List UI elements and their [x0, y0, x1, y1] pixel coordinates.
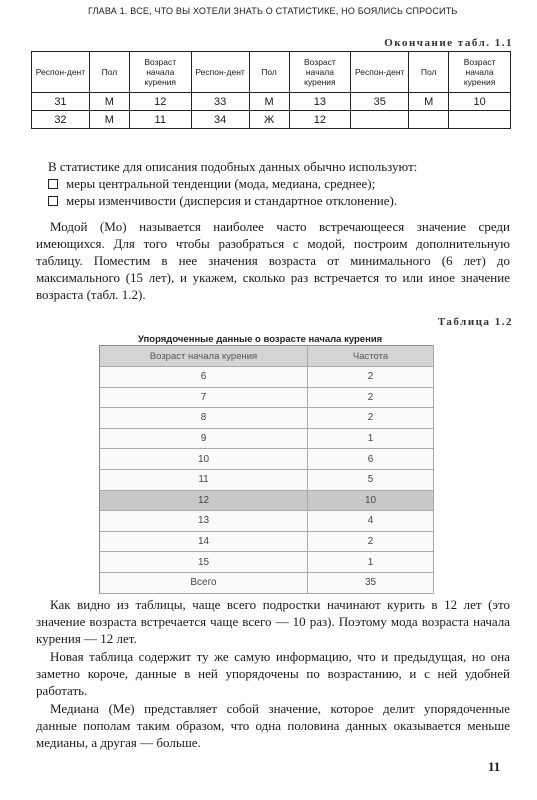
table-cell: 15 — [100, 552, 308, 573]
list-item — [48, 192, 510, 209]
measures-list — [48, 158, 510, 209]
table-cell: 6 — [100, 367, 308, 388]
table-cell: 35 — [308, 572, 434, 593]
table-cell: 6 — [308, 449, 434, 470]
col-header: Респон-дент — [351, 52, 409, 93]
table-cell — [449, 111, 511, 129]
table-cell: 34 — [191, 111, 249, 129]
table-cell: 13 — [289, 93, 351, 111]
table-row — [100, 531, 434, 552]
list-intro: В статистике для описания подобных данных обычно используют: — [48, 159, 418, 174]
col-header: Возраст начала курения — [129, 52, 191, 93]
median-paragraph: Медиана (Me) представляет собой значение, которое делит упорядоченные данные пополам таким образом, что одна половина данных оказывается меньше медианы, а другая — больше. — [36, 701, 510, 750]
table-cell: 2 — [308, 387, 434, 408]
table-cell: 31 — [32, 93, 90, 111]
table-cell: 12 — [100, 490, 308, 511]
table-cell: 2 — [308, 367, 434, 388]
table-cell: М — [249, 93, 289, 111]
table-row — [32, 111, 511, 129]
table-row — [100, 367, 434, 388]
table-cell: 1 — [308, 428, 434, 449]
table-cell: 32 — [32, 111, 90, 129]
table-cell: 13 — [100, 511, 308, 532]
table-cell: 1 — [308, 552, 434, 573]
table-1-2 — [99, 345, 434, 594]
table-row — [100, 428, 434, 449]
table-cell: 10 — [100, 449, 308, 470]
table-1-1-caption: Окончание табл. 1.1 — [384, 37, 513, 49]
table-cell: 2 — [308, 531, 434, 552]
col-header: Пол — [409, 52, 449, 93]
table-cell: М — [89, 111, 129, 129]
table-cell: Всего — [100, 572, 308, 593]
table-cell — [351, 111, 409, 129]
list-item-text: меры центральной тенденции (мода, медиана, среднее); — [66, 176, 376, 191]
table-1-1 — [31, 51, 511, 129]
col-header: Частота — [308, 346, 434, 367]
table-1-2-label: Таблица 1.2 — [437, 316, 513, 328]
table-cell — [409, 111, 449, 129]
after-table-paragraph-1: Как видно из таблицы, чаще всего подростки начинают курить в 12 лет (это значение возраста встречается чаще всего — 10 раз). Поэтому мода возраста начала курения — 12 лет. — [36, 597, 510, 646]
table-row — [100, 490, 434, 511]
col-header: Пол — [89, 52, 129, 93]
table-cell: 8 — [100, 408, 308, 429]
col-header: Возраст начала курения — [289, 52, 351, 93]
mode-paragraph: Модой (Mo) называется наиболее часто встречающееся значение среди имеющихся. Для того чтобы разобраться с модой, построим дополнительную таблицу. Поместим в нее значения возраста от минимального (6 лет) до максимального (15 лет), и укажем, сколько раз встречается то или иное значение возраста (табл. 1.2). — [36, 219, 510, 302]
running-header: ГЛАВА 1. ВСЕ, ЧТО ВЫ ХОТЕЛИ ЗНАТЬ О СТАТИСТИКЕ, НО БОЯЛИСЬ СПРОСИТЬ — [88, 6, 458, 16]
table-cell: М — [409, 93, 449, 111]
table-header-row — [100, 346, 434, 367]
table-cell: Ж — [249, 111, 289, 129]
table-cell: 9 — [100, 428, 308, 449]
table-row — [100, 469, 434, 490]
table-row — [100, 552, 434, 573]
table-cell: 10 — [308, 490, 434, 511]
checkbox-bullet-icon — [48, 179, 58, 189]
list-item-text: меры изменчивости (дисперсия и стандартное отклонение). — [66, 193, 398, 208]
table-cell: 10 — [449, 93, 511, 111]
list-item — [48, 175, 510, 192]
table-header-row — [32, 52, 511, 93]
table-row — [100, 511, 434, 532]
table-1-2-title: Упорядоченные данные о возрасте начала курения — [138, 334, 383, 345]
table-cell: 11 — [129, 111, 191, 129]
table-row — [100, 387, 434, 408]
table-cell: 12 — [129, 93, 191, 111]
col-header: Возраст начала курения — [100, 346, 308, 367]
table-cell: 7 — [100, 387, 308, 408]
table-cell: 5 — [308, 469, 434, 490]
table-cell: 2 — [308, 408, 434, 429]
col-header: Респон-дент — [191, 52, 249, 93]
table-row — [100, 408, 434, 429]
table-cell: 35 — [351, 93, 409, 111]
col-header: Пол — [249, 52, 289, 93]
after-table-paragraph-2: Новая таблица содержит ту же самую информацию, что и предыдущая, но она заметно короче, данные в ней упорядочены по возрастанию, и с ней удобней работать. — [36, 649, 510, 698]
table-row — [32, 93, 511, 111]
checkbox-bullet-icon — [48, 196, 58, 206]
table-row — [100, 449, 434, 470]
page-number: 11 — [488, 759, 501, 774]
table-cell: 11 — [100, 469, 308, 490]
table-row — [100, 572, 434, 593]
table-cell: 14 — [100, 531, 308, 552]
table-cell: М — [89, 93, 129, 111]
col-header: Возраст начала курения — [449, 52, 511, 93]
table-cell: 4 — [308, 511, 434, 532]
table-cell: 12 — [289, 111, 351, 129]
table-cell: 33 — [191, 93, 249, 111]
col-header: Респон-дент — [32, 52, 90, 93]
